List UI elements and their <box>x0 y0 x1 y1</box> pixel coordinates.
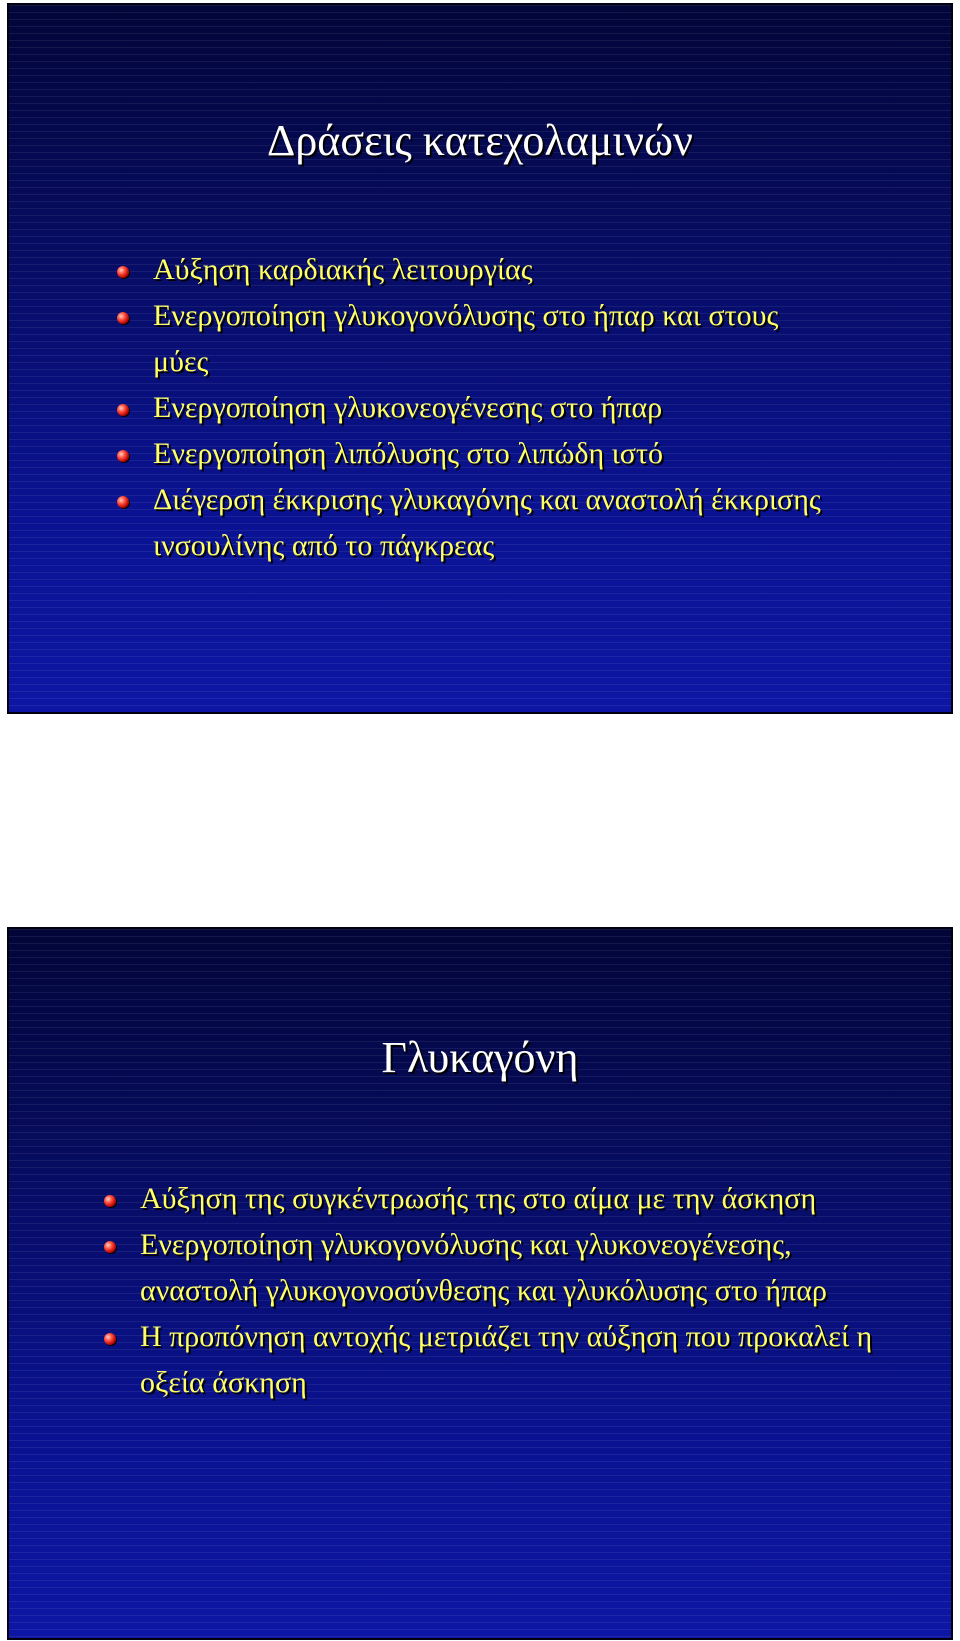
slide-title: Δράσεις κατεχολαμινών <box>267 116 693 165</box>
slide-catecholamines <box>7 3 953 714</box>
red-ball-bullet-icon <box>117 266 129 278</box>
red-ball-bullet-icon <box>117 404 129 416</box>
list-item <box>117 431 837 477</box>
bullet-text: Ενεργοποίηση λιπόλυσης στο λιπώδη ιστό <box>153 437 663 470</box>
bullet-text: Ενεργοποίηση γλυκονεογένεσης στο ήπαρ <box>153 391 663 424</box>
list-item <box>104 1222 884 1314</box>
slide-title: Γλυκαγόνη <box>381 1033 579 1082</box>
list-item <box>117 247 837 293</box>
bullet-text: Διέγερση έκκρισης γλυκαγόνης και αναστολή έκκρισης ινσουλίνης από το πάγκρεας <box>153 483 821 562</box>
bullet-text: Αύξηση της συγκέντρωσής της στο αίμα με την άσκηση <box>140 1182 817 1215</box>
bullet-list <box>117 247 837 569</box>
bullet-list <box>104 1176 884 1406</box>
red-ball-bullet-icon <box>104 1241 116 1253</box>
red-ball-bullet-icon <box>117 312 129 324</box>
list-item <box>104 1176 884 1222</box>
red-ball-bullet-icon <box>104 1195 116 1207</box>
slide-glucagon <box>7 927 953 1640</box>
bullet-text: Αύξηση καρδιακής λειτουργίας <box>153 253 533 286</box>
bullet-text: Ενεργοποίηση γλυκογονόλυσης στο ήπαρ και στους μύες <box>153 299 779 378</box>
bullet-text: Η προπόνηση αντοχής μετριάζει την αύξηση που προκαλεί η οξεία άσκηση <box>140 1320 873 1399</box>
list-item <box>117 385 837 431</box>
red-ball-bullet-icon <box>104 1333 116 1345</box>
list-item <box>117 477 837 569</box>
list-item <box>117 293 837 385</box>
red-ball-bullet-icon <box>117 450 129 462</box>
list-item <box>104 1314 884 1406</box>
red-ball-bullet-icon <box>117 496 129 508</box>
bullet-text: Ενεργοποίηση γλυκογονόλυσης και γλυκονεογένεσης, αναστολή γλυκογονοσύνθεσης και γλυκόλυσης στο ήπαρ <box>140 1228 827 1307</box>
